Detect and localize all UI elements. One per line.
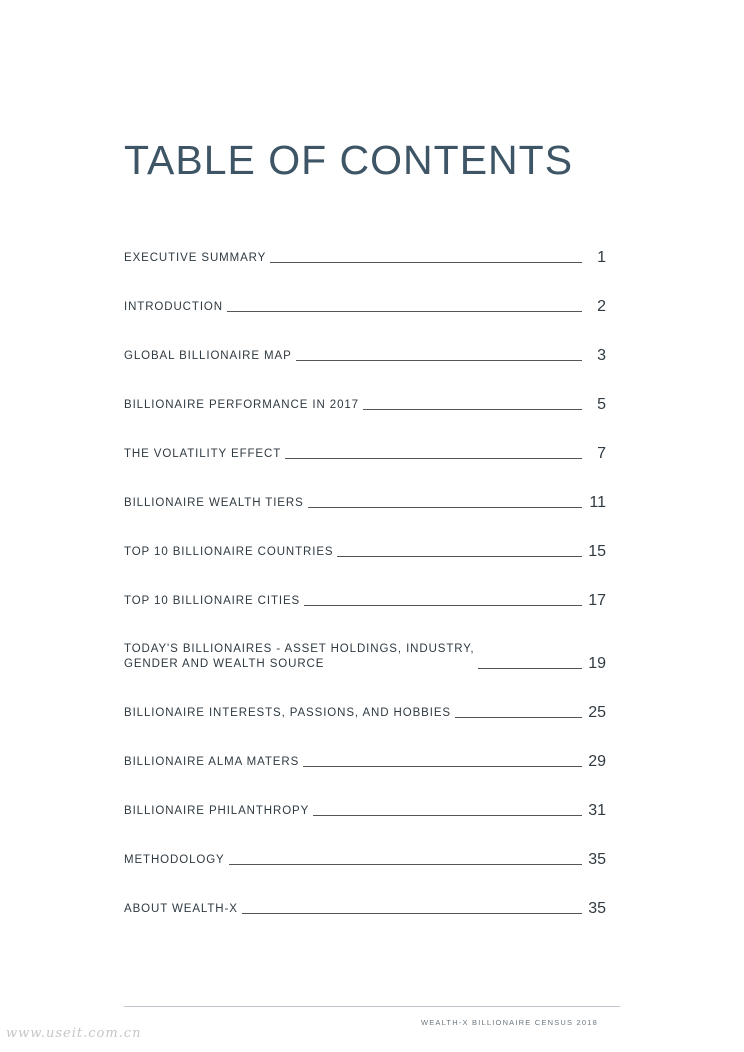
- toc-leader-line: [363, 408, 582, 410]
- toc-entry-label: TOP 10 BILLIONAIRE CITIES: [124, 595, 301, 607]
- toc-entry-page-number: 2: [597, 298, 606, 315]
- toc-entry-page-number: 29: [588, 753, 606, 770]
- toc-entry-label: INTRODUCTION: [124, 301, 223, 313]
- page-title: TABLE OF CONTENTS: [124, 137, 574, 183]
- toc-leader-line: [304, 604, 582, 606]
- toc-entry[interactable]: [124, 901, 606, 917]
- toc-entry[interactable]: [124, 593, 606, 609]
- toc-entry-page-number: 25: [588, 704, 606, 721]
- toc-entry[interactable]: [124, 446, 606, 462]
- toc-entry-page-number: 5: [597, 396, 606, 413]
- toc-leader-line: [285, 457, 582, 459]
- toc-leader-line: [455, 716, 582, 718]
- toc-entry-label: EXECUTIVE SUMMARY: [124, 252, 267, 264]
- toc-entry-page-number: 31: [588, 802, 606, 819]
- toc-entry[interactable]: [124, 250, 606, 266]
- toc-entry-label: BILLIONAIRE PHILANTHROPY: [124, 805, 310, 817]
- toc-leader-line: [227, 310, 582, 312]
- toc-entry-label: BILLIONAIRE WEALTH TIERS: [124, 497, 304, 509]
- toc-leader-line: [229, 863, 582, 865]
- toc-entry-label: TOP 10 BILLIONAIRE COUNTRIES: [124, 546, 334, 558]
- toc-entry[interactable]: [124, 299, 606, 315]
- toc-entry-page-number: 7: [597, 445, 606, 462]
- toc-leader-line: [337, 555, 582, 557]
- toc-entry-label: THE VOLATILITY EFFECT: [124, 448, 282, 460]
- toc-entry-page-number: 19: [588, 655, 606, 672]
- toc-entry-label: BILLIONAIRE ALMA MATERS: [124, 756, 300, 768]
- toc-entry-page-number: 11: [589, 494, 606, 511]
- toc-entry-page-number: 35: [588, 851, 606, 868]
- toc-entry[interactable]: [124, 642, 606, 672]
- toc-entry-page-number: 1: [597, 249, 606, 266]
- toc-entry-label: METHODOLOGY: [124, 854, 225, 866]
- toc-leader-line: [308, 506, 582, 508]
- toc-entry[interactable]: [124, 852, 606, 868]
- toc-entry-label: TODAY'S BILLIONAIRES - ASSET HOLDINGS, INDUSTRY, GENDER AND WEALTH SOURCE: [124, 643, 475, 670]
- toc-entry[interactable]: [124, 544, 606, 560]
- toc-entry-page-number: 17: [588, 592, 606, 609]
- toc-entry[interactable]: [124, 348, 606, 364]
- toc-entry-label: BILLIONAIRE PERFORMANCE IN 2017: [124, 399, 359, 411]
- toc-leader-line: [242, 912, 582, 914]
- toc-entry[interactable]: [124, 754, 606, 770]
- toc-entry-label: BILLIONAIRE INTERESTS, PASSIONS, AND HOBBIES: [124, 707, 451, 719]
- toc-entry[interactable]: [124, 495, 606, 511]
- toc-entry-label: GLOBAL BILLIONAIRE MAP: [124, 350, 292, 362]
- toc-entry[interactable]: [124, 397, 606, 413]
- toc-entry-page-number: 3: [597, 347, 606, 364]
- toc-leader-line: [270, 261, 582, 263]
- toc-leader-line: [296, 359, 582, 361]
- toc-entry-page-number: 35: [588, 900, 606, 917]
- footer-publication-title: WEALTH-X BILLIONAIRE CENSUS 2018: [420, 1018, 598, 1027]
- toc-leader-line: [303, 765, 582, 767]
- footer-divider: [124, 1006, 620, 1007]
- toc-entry[interactable]: [124, 803, 606, 819]
- toc-leader-line: [478, 667, 582, 669]
- watermark-text: www.useit.com.cn: [6, 1026, 142, 1041]
- toc-leader-line: [313, 814, 582, 816]
- toc-entry-label: ABOUT WEALTH-X: [124, 903, 238, 915]
- toc-entry[interactable]: [124, 705, 606, 721]
- toc-entry-page-number: 15: [588, 543, 606, 560]
